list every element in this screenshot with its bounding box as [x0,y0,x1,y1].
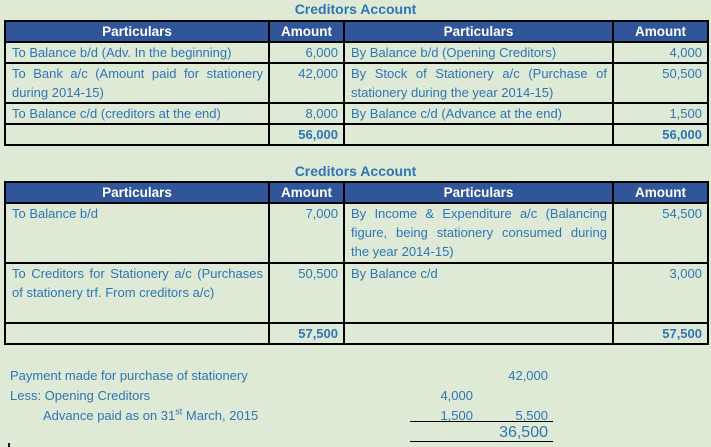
column-header-particulars-right: Particulars [344,182,613,203]
column-header-amount-left: Amount [269,21,344,42]
amount-cell: 8,000 [269,103,344,124]
amount-cell: 7,000 [269,203,344,263]
particulars-cell: By Balance c/d [344,263,613,323]
table-row [5,42,708,63]
calc-amount-col1: 1,500 [440,408,473,423]
table-row [5,103,708,124]
amount-cell: 50,500 [613,63,708,103]
creditors-account-table-1 [4,20,709,146]
column-header-particulars-left: Particulars [5,182,269,203]
total-amount-cell: 56,000 [613,124,708,145]
cropped-text-fragment [8,443,10,447]
table1-header-row [5,21,708,42]
amount-cell: 54,500 [613,203,708,263]
empty-cell [344,124,613,145]
calc-amount-col1: 4,000 [440,388,473,403]
amount-cell: 6,000 [269,42,344,63]
total-amount-cell: 57,500 [613,323,708,344]
column-header-amount-left: Amount [269,182,344,203]
particulars-cell: By Stock of Stationery a/c (Purchase of stationery during the year 2014-15) [344,63,613,103]
calc-amount-col2 [473,386,548,406]
total-row [5,124,708,145]
total-rule [410,441,553,442]
calc-amount-col1 [400,366,473,386]
ordinal-superscript: st [175,406,183,417]
calc-row-less-opening-creditors [10,386,570,406]
table2-title: Creditors Account [294,163,417,179]
calc-label: Less: Opening Creditors [10,388,151,403]
particulars-cell: To Creditors for Stationery a/c (Purchases of stationery trf. From creditors a/c) [5,263,269,323]
amount-cell: 4,000 [613,42,708,63]
table-row [5,263,708,323]
particulars-cell: To Balance b/d (Adv. In the beginning) [5,42,269,63]
particulars-cell: By Balance b/d (Opening Creditors) [344,42,613,63]
calc-label: Advance paid as on 31st March, 2015 [43,406,259,423]
amount-cell: 50,500 [269,263,344,323]
column-header-amount-right: Amount [613,182,708,203]
table2-header-row [5,182,708,203]
total-amount-cell: 56,000 [269,124,344,145]
table-row [5,63,708,103]
particulars-cell: To Balance c/d (creditors at the end) [5,103,269,124]
amount-cell: 3,000 [613,263,708,323]
empty-cell [344,323,613,344]
column-header-particulars-left: Particulars [5,21,269,42]
calc-label: Payment made for purchase of stationery [10,368,248,383]
table-row [5,203,708,263]
column-header-amount-right: Amount [613,21,708,42]
empty-cell [5,124,269,145]
creditors-account-table-2 [4,181,709,345]
particulars-cell: To Balance b/d [5,203,269,263]
calc-amount-col2: 36,500 [499,424,548,441]
total-amount-cell: 57,500 [269,323,344,344]
amount-cell: 42,000 [269,63,344,103]
total-row [5,323,708,344]
working-note [10,366,570,426]
table1-title: Creditors Account [294,1,417,17]
column-header-particulars-right: Particulars [344,21,613,42]
calc-row-advance-paid [10,406,570,426]
calc-label [10,424,400,444]
calc-amount-col2: 5,500 [515,408,548,423]
calc-amount-col2: 42,000 [508,368,548,383]
particulars-cell: By Balance c/d (Advance at the end) [344,103,613,124]
amount-cell: 1,500 [613,103,708,124]
calc-row-payment [10,366,570,386]
subtotal-rule [410,421,553,422]
particulars-cell: By Income & Expenditure a/c (Balancing figure, being stationery consumed during the year 2014-15) [344,203,613,263]
particulars-cell: To Bank a/c (Amount paid for stationery during 2014-15) [5,63,269,103]
empty-cell [5,323,269,344]
